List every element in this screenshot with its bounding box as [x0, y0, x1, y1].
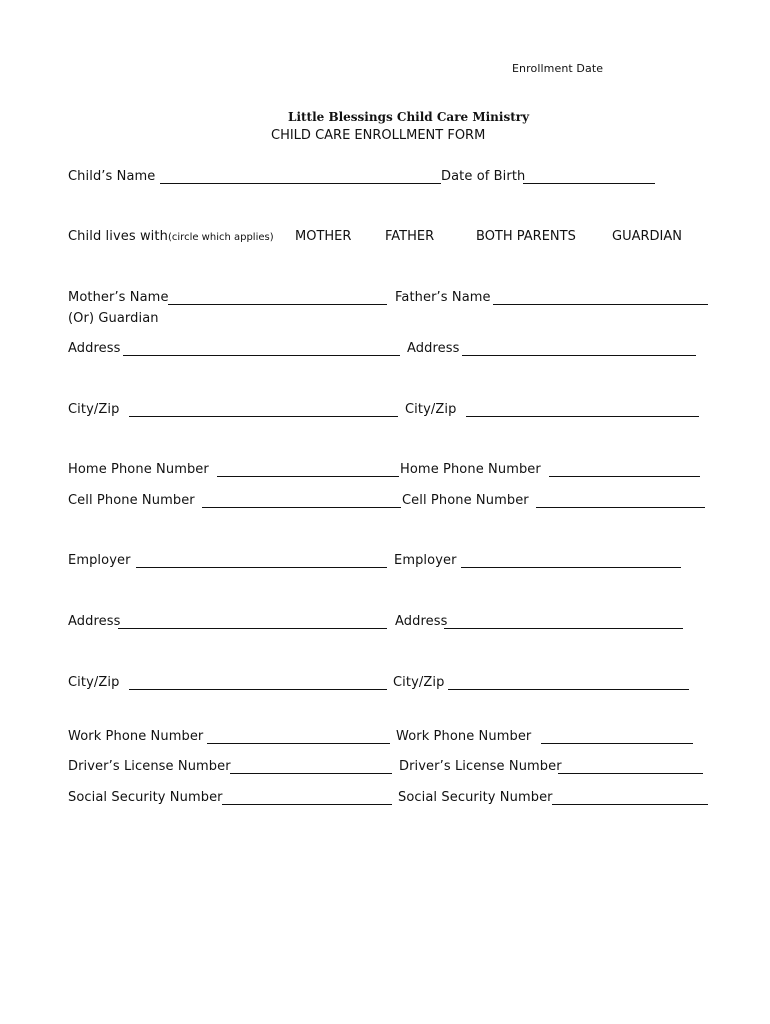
- left-emp-cityzip-field[interactable]: [129, 689, 387, 690]
- left-address-field[interactable]: [123, 355, 400, 356]
- left-employer-label: Employer: [68, 553, 131, 568]
- dob-label: Date of Birth: [441, 169, 526, 184]
- right-emp-address-field[interactable]: [444, 628, 683, 629]
- mother-name-field[interactable]: [168, 304, 387, 305]
- left-cell-phone-label: Cell Phone Number: [68, 493, 195, 508]
- option-guardian[interactable]: GUARDIAN: [612, 229, 682, 244]
- right-home-phone-field[interactable]: [549, 476, 700, 477]
- option-both-parents[interactable]: BOTH PARENTS: [476, 229, 576, 244]
- left-address-label: Address: [68, 341, 121, 356]
- mother-name-label: Mother’s Name: [68, 290, 169, 305]
- form-title: CHILD CARE ENROLLMENT FORM: [271, 128, 486, 143]
- left-ssn-field[interactable]: [222, 804, 392, 805]
- left-cityzip-label: City/Zip: [68, 402, 120, 417]
- org-name: Little Blessings Child Care Ministry: [288, 110, 530, 124]
- father-name-field[interactable]: [493, 304, 708, 305]
- option-father[interactable]: FATHER: [385, 229, 435, 244]
- right-address-label: Address: [407, 341, 460, 356]
- left-home-phone-label: Home Phone Number: [68, 462, 209, 477]
- right-emp-cityzip-label: City/Zip: [393, 675, 445, 690]
- right-work-phone-label: Work Phone Number: [396, 729, 532, 744]
- left-employer-field[interactable]: [136, 567, 387, 568]
- right-cell-phone-field[interactable]: [536, 507, 705, 508]
- left-license-field[interactable]: [230, 773, 392, 774]
- dob-field[interactable]: [523, 183, 655, 184]
- or-guardian-label: (Or) Guardian: [68, 311, 159, 326]
- left-work-phone-label: Work Phone Number: [68, 729, 204, 744]
- right-address-field[interactable]: [462, 355, 696, 356]
- lives-with-hint: (circle which applies): [168, 232, 274, 243]
- lives-with-label: Child lives with: [68, 229, 168, 244]
- left-cell-phone-field[interactable]: [202, 507, 401, 508]
- right-cell-phone-label: Cell Phone Number: [402, 493, 529, 508]
- right-ssn-field[interactable]: [552, 804, 708, 805]
- father-name-label: Father’s Name: [395, 290, 491, 305]
- right-emp-address-label: Address: [395, 614, 448, 629]
- right-work-phone-field[interactable]: [541, 743, 693, 744]
- right-ssn-label: Social Security Number: [398, 790, 553, 805]
- right-emp-cityzip-field[interactable]: [448, 689, 689, 690]
- left-cityzip-field[interactable]: [129, 416, 398, 417]
- left-ssn-label: Social Security Number: [68, 790, 223, 805]
- right-license-label: Driver’s License Number: [399, 759, 562, 774]
- left-home-phone-field[interactable]: [217, 476, 399, 477]
- option-mother[interactable]: MOTHER: [295, 229, 352, 244]
- right-cityzip-field[interactable]: [466, 416, 699, 417]
- enrollment-date-label: Enrollment Date: [512, 62, 604, 75]
- right-employer-field[interactable]: [461, 567, 681, 568]
- right-employer-label: Employer: [394, 553, 457, 568]
- left-emp-address-label: Address: [68, 614, 121, 629]
- left-license-label: Driver’s License Number: [68, 759, 231, 774]
- right-home-phone-label: Home Phone Number: [400, 462, 541, 477]
- child-name-label: Child’s Name: [68, 169, 156, 184]
- right-cityzip-label: City/Zip: [405, 402, 457, 417]
- left-work-phone-field[interactable]: [207, 743, 390, 744]
- left-emp-address-field[interactable]: [118, 628, 387, 629]
- left-emp-cityzip-label: City/Zip: [68, 675, 120, 690]
- right-license-field[interactable]: [558, 773, 703, 774]
- child-name-field[interactable]: [160, 183, 441, 184]
